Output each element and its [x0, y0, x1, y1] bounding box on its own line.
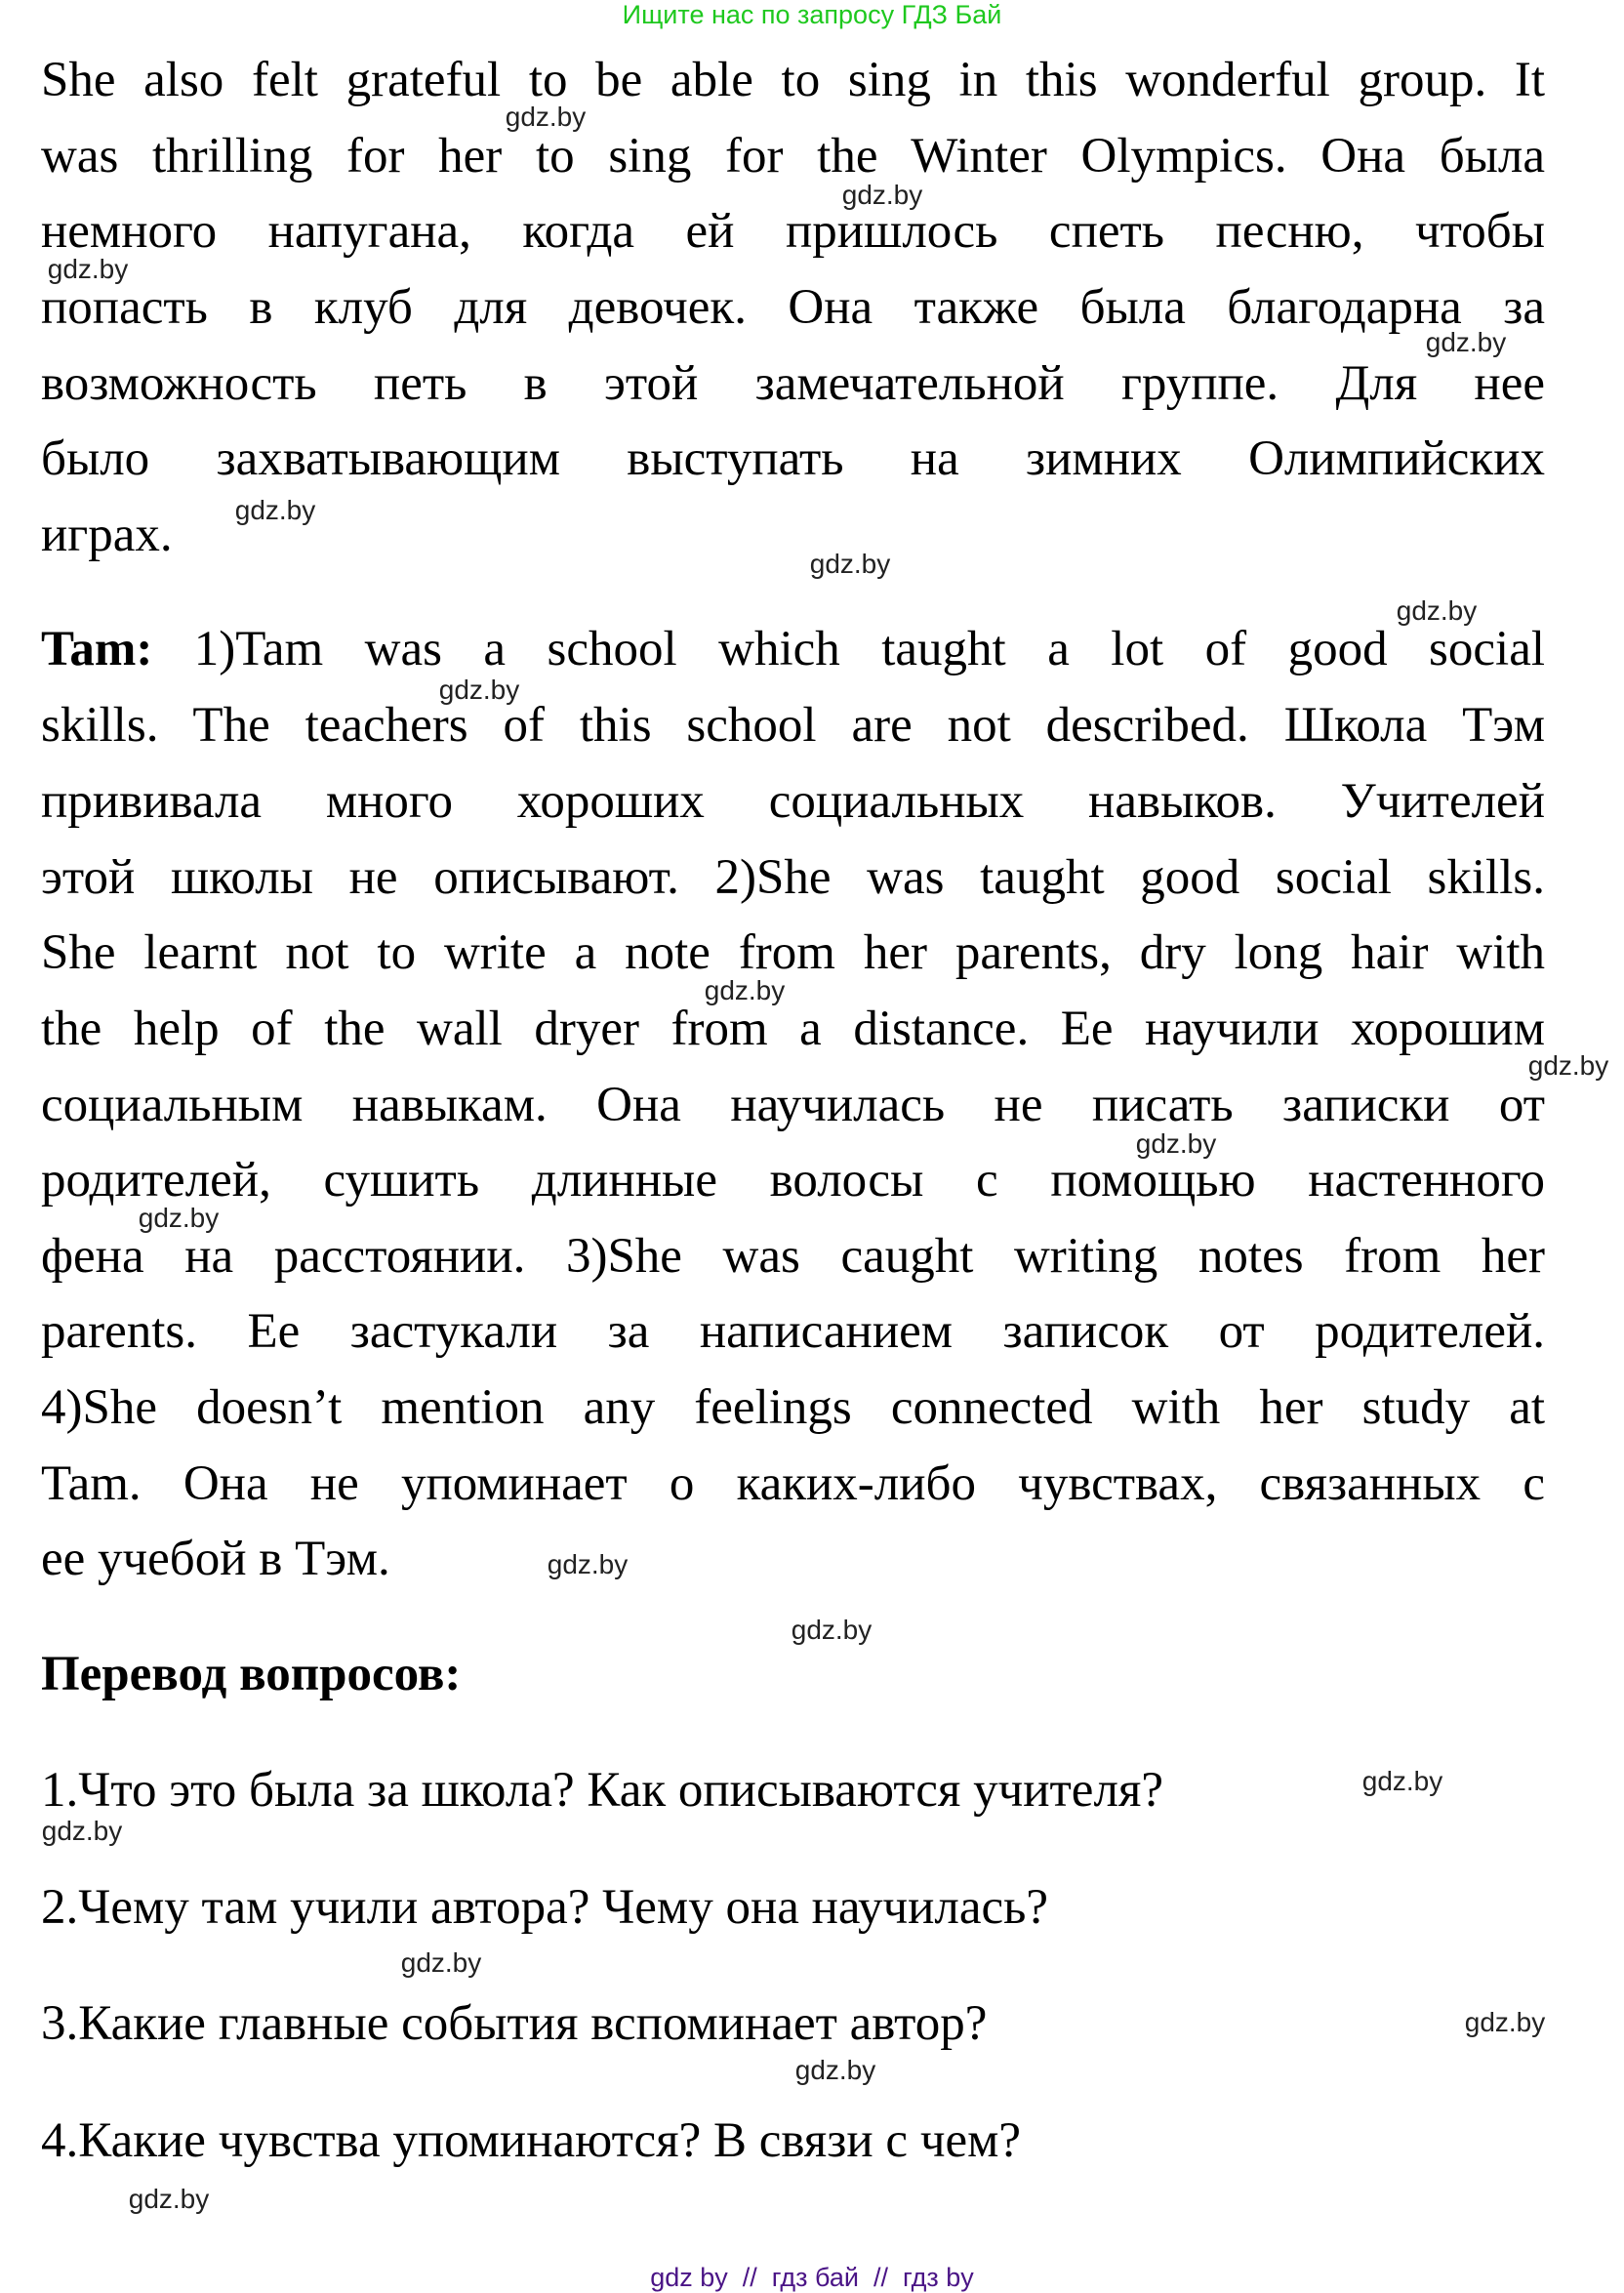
watermark: gdz.by	[1396, 595, 1478, 626]
watermark: gdz.by	[809, 549, 891, 579]
text-line: was thrilling for her to sing for the Winter Olympics. Она была	[41, 129, 1545, 184]
text-line: немного напугана, когда ей пришлось спеть песню, чтобы	[41, 204, 1545, 259]
text-line: She also felt grateful to be able to sing in this wonderful group. It	[41, 53, 1545, 107]
text-line: the help of the wall dryer from a distance. Ее научили хорошим	[41, 1002, 1545, 1056]
text-span: 1)Tam was a school which taught a lot of good social	[152, 622, 1545, 676]
text-line: возможность петь в этой замечательной группе. Для нее	[41, 356, 1545, 411]
question-1: 1.Что это была за школа? Как описываются учителя?	[41, 1763, 1163, 1818]
watermark: gdz.by	[791, 1615, 873, 1645]
watermark: gdz.by	[547, 1549, 629, 1579]
watermark: gdz.by	[138, 1203, 220, 1233]
tam-label: Tam:	[41, 622, 153, 676]
question-4: 4.Какие чувства упоминаются? В связи с чем?	[41, 2113, 1022, 2168]
watermark: gdz.by	[234, 495, 316, 525]
watermark: gdz.by	[128, 2184, 210, 2214]
watermark: gdz.by	[41, 1816, 123, 1846]
text-line: социальным навыкам. Она научилась не писать записки от	[41, 1078, 1545, 1132]
question-3: 3.Какие главные события вспоминает автор?	[41, 1996, 988, 2051]
watermark: gdz.by	[505, 102, 587, 132]
watermark: gdz.by	[1135, 1128, 1217, 1159]
watermark: gdz.by	[794, 2055, 876, 2085]
watermark: gdz.by	[1425, 327, 1507, 357]
text-line: было захватывающим выступать на зимних Олимпийских	[41, 431, 1545, 486]
text-line: родителей, сушить длинные волосы с помощью настенного	[41, 1153, 1545, 1208]
text-line: этой школы не описывают. 2)She was taught good social skills.	[41, 850, 1545, 905]
watermark: gdz.by	[400, 1947, 482, 1978]
text-line: прививала много хороших социальных навыков. Учителей	[41, 774, 1545, 829]
section-heading: Перевод вопросов:	[41, 1647, 462, 1701]
text-line: Tam. Она не упоминает о каких-либо чувствах, связанных с	[41, 1456, 1545, 1511]
text-line: играх.	[41, 508, 173, 562]
watermark: gdz.by	[1464, 2007, 1546, 2037]
watermark: gdz.by	[1361, 1766, 1443, 1796]
watermark: gdz.by	[438, 675, 520, 705]
footer-links: gdz by // гдз бай // гдз by	[650, 2263, 974, 2292]
text-line: попасть в клуб для девочек. Она также была благодарна за	[41, 280, 1545, 335]
text-line: 4)She doesn’t mention any feelings connected with her study at	[41, 1380, 1545, 1435]
watermark: gdz.by	[1527, 1050, 1609, 1081]
question-2: 2.Чему там учили автора? Чему она научилась?	[41, 1880, 1049, 1935]
watermark: gdz.by	[47, 254, 129, 284]
text-line: parents. Ее застукали за написанием записок от родителей.	[41, 1304, 1545, 1359]
text-line	[41, 611, 1545, 687]
text-line: She learnt not to write a note from her parents, dry long hair with	[41, 925, 1545, 980]
text-line: skills. The teachers of this school are not described. Школа Тэм	[41, 698, 1545, 753]
watermark: gdz.by	[841, 180, 923, 210]
text-line: ее учебой в Тэм.	[41, 1532, 390, 1586]
watermark: gdz.by	[704, 975, 786, 1005]
text-line: фена на расстоянии. 3)She was caught writing notes from her	[41, 1229, 1545, 1284]
search-banner: Ищите нас по запросу ГДЗ Бай	[622, 0, 1002, 29]
